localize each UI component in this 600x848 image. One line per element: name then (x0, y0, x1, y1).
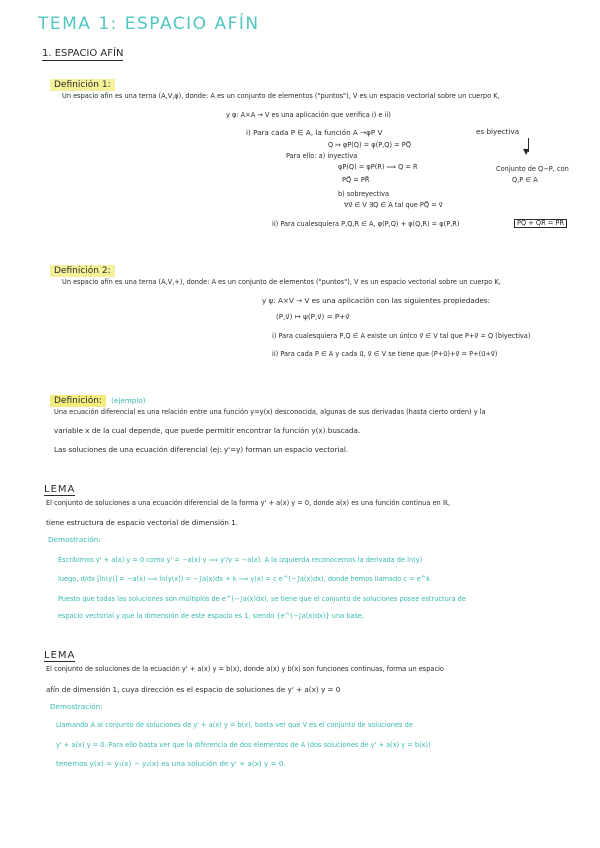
definition-3-tag: (ejemplo) (111, 396, 146, 405)
def3-line3: Las soluciones de una ecuación diferencial (ej: y'=y) forman un espacio vectorial. (54, 445, 349, 454)
lema-1-heading-text: LEMA (44, 484, 76, 495)
def1-line2: y φ: A×A → V es una aplicación que verifica i) e ii) (226, 111, 391, 119)
def1-inj2: PQ⃗ = PR⃗ (342, 176, 370, 184)
lema1-d4: espacio vectorial y que la dimensión de este espacio es 1, siendo {e^(−∫a(x)dx)} una base. (58, 612, 365, 620)
section-heading (42, 48, 123, 59)
lema2-line1: El conjunto de soluciones de la ecuación y' + a(x) y = b(x), donde a(x) y b(x) son funciones continuas, forma un espacio (46, 665, 444, 673)
lema1-d3: Puesto que todas las soluciones son múltiplos de e^(−∫a(x)dx), se tiene que el conjunto de soluciones posee estructura de (58, 595, 466, 603)
def2-line2: y ψ: A×V → V es una aplicación con las siguientes propiedades: (262, 296, 490, 305)
def1-para-ello: Para ello: a) inyectiva (286, 152, 358, 160)
lema2-d1: Llamando A al conjunto de soluciones de y' + a(x) y = b(x), basta ver que V es el conjunto de soluciones de (56, 721, 413, 729)
section-heading-text: 1. ESPACIO AFÍN (42, 48, 124, 59)
lema1-line1: El conjunto de soluciones a una ecuación diferencial de la forma y' + a(x) y = 0, donde a(x) es una función continua en ℝ, (46, 499, 451, 507)
def1-sobre2: ∀v⃗ ∈ V ∃Q ∈ A tal que PQ⃗ = v⃗ (344, 201, 443, 209)
def1-i-line: i) Para cada P ∈ A, la función A →φP V (246, 128, 383, 137)
lema1-demo: Demostración: (48, 535, 101, 544)
def2-line3: (P,v⃗) ↦ ψ(P,v⃗) = P+v⃗ (276, 312, 350, 321)
definition-1-heading (50, 72, 115, 91)
def1-conjunto2: Q,P ∈ A (512, 176, 538, 184)
def2-ii-line: ii) Para cada P ∈ A y cada u⃗, v⃗ ∈ V se tiene que (P+u⃗)+v⃗ = P+(u⃗+v⃗) (272, 350, 498, 358)
definition-1-heading-text: Definición 1: (50, 79, 115, 91)
definition-2-heading (50, 258, 115, 277)
def1-inj1: φP(Q) = φP(R) ⟹ Q = R (338, 163, 418, 171)
lema-2-heading (44, 643, 75, 662)
def2-line1: Un espacio afín es una terna (A,V,+), donde: A es un conjunto de elementos ("puntos"), V es un espacio vectorial sobre un cuerpo K, (62, 278, 501, 286)
def2-i-line: i) Para cualesquiera P,Q ∈ A existe un único v⃗ ∈ V tal que P+v⃗ = Q (biyectiva) (272, 332, 531, 340)
def1-mapping: Q ↦ φP(Q) = φ(P,Q) = PQ⃗ (328, 141, 411, 149)
lema2-line2: afín de dimensión 1, cuya dirección es el espacio de soluciones de y' + a(x) y = 0 (46, 685, 341, 694)
lema2-demo: Demostración: (50, 702, 103, 711)
def1-ii-box: PQ⃗ + QR⃗ = PR⃗ (514, 219, 567, 228)
def1-sobre: b) sobreyectiva (338, 190, 390, 198)
definition-3-heading-text: Definición: (50, 395, 106, 407)
lema1-d1: Escribimos y' + a(x) y = 0 como y' = −a(x) y ⟹ y'/y = −a(x). A la izquierda reconocemos la derivada de ln(y) (58, 556, 423, 564)
lema1-d2: luego, d/dx [ln(y)] = −a(x) ⟹ ln(y(x)) = −∫a(x)dx + k ⟹ y(x) = c e^(−∫a(x)dx), donde hemos llamado c = e^k (58, 575, 431, 583)
def3-line2: variable x de la cual depende, que puede permitir encontrar la función y(x) buscada. (54, 426, 361, 435)
def1-biyectiva: es biyectiva (476, 127, 520, 136)
lema2-d2: y' + a(x) y = 0. Para ello basta ver que la diferencia de dos elementos de A (dos soluciones de y' + a(x) y = b(x)) (56, 741, 431, 749)
def1-ii-line: ii) Para cualesquiera P,Q,R ∈ A, φ(P,Q) + φ(Q,R) = φ(P,R) (272, 220, 460, 228)
lema1-line2: tiene estructura de espacio vectorial de dimensión 1. (46, 518, 239, 527)
def1-conjunto: Conjunto de Q−P, con (496, 165, 569, 173)
definition-2-heading-text: Definición 2: (50, 265, 115, 277)
arrow-head-icon: ▼ (523, 147, 530, 156)
page-title: TEMA 1: ESPACIO AFÍN (38, 14, 260, 34)
lema-1-heading (44, 477, 75, 496)
lema2-d3: tenemos y(x) = y₁(x) − y₂(x) es una solución de y' + a(x) y = 0. (56, 759, 286, 768)
def1-line1: Un espacio afín es una terna (A,V,φ), donde: A es un conjunto de elementos ("puntos"), V es un espacio vectorial sobre un cuerpo K, (62, 92, 500, 100)
lema-2-heading-text: LEMA (44, 650, 76, 661)
definition-3-heading (50, 388, 146, 407)
def3-line1: Una ecuación diferencial es una relación entre una función y=y(x) desconocida, algunas de sus derivadas (hasta cierto orden) y la (54, 408, 486, 416)
